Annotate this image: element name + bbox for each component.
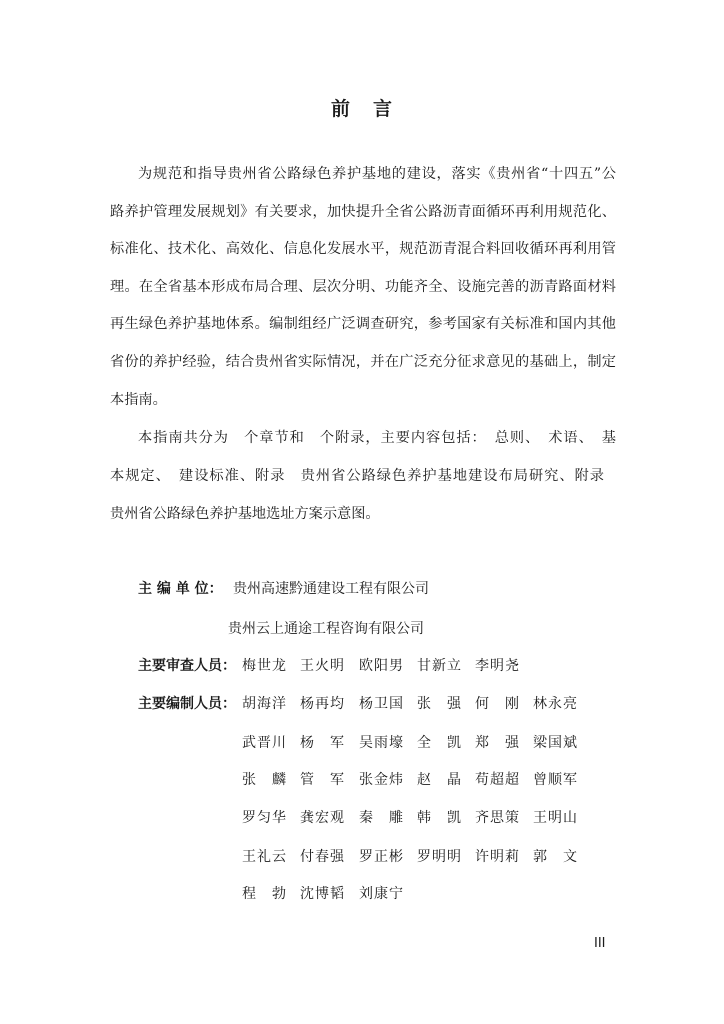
- reviewer-name: 李明尧: [475, 658, 519, 674]
- reviewers-label: 主要审查人员：: [138, 658, 236, 674]
- editor-name: 刘康宁: [359, 886, 403, 902]
- editor-name: 付春强: [300, 849, 344, 865]
- editor-name: 吴雨壕: [359, 735, 403, 751]
- editor-name: 许明莉: [475, 849, 519, 865]
- reviewer-name: 欧阳男: [359, 658, 403, 674]
- page-number: III: [594, 936, 606, 951]
- editor-name: 郑 强: [475, 735, 519, 751]
- contents-line: 本指南共分为 个章节和 个附录，主要内容包括： 总则、 术语、 基: [138, 430, 616, 446]
- editor-name: 赵 晶: [417, 772, 461, 788]
- editor-name: 罗正彬: [359, 849, 403, 865]
- editor-unit-secondary: 贵州云上通途工程咨询有限公司: [228, 621, 424, 637]
- editor-name: 管 军: [300, 772, 344, 788]
- editor-name: 韩 凯: [417, 810, 461, 826]
- reviewer-name: 王火明: [300, 658, 344, 674]
- intro-line: 路养护管理发展规划》有关要求，加快提升全省公路沥青面循环再利用规范化、: [110, 204, 616, 220]
- editor-name: 王明山: [533, 810, 577, 826]
- intro-line: 理。在全省基本形成布局合理、层次分明、功能齐全、设施完善的沥青路面材料: [110, 279, 616, 295]
- intro-line: 标准化、技术化、高效化、信息化发展水平，规范沥青混合料回收循环再利用管: [110, 241, 616, 257]
- editor-name: 梁国斌: [533, 735, 577, 751]
- editor-unit-label: 主 编 单 位：: [138, 581, 223, 597]
- reviewer-name: 梅世龙: [242, 658, 286, 674]
- editor-name: 胡海洋: [242, 696, 286, 712]
- editor-name: 齐思策: [475, 810, 519, 826]
- editor-name: 林永亮: [533, 696, 577, 712]
- editor-name: 何 刚: [475, 696, 519, 712]
- editor-name: 罗明明: [417, 849, 461, 865]
- page-title-char-1: 前: [330, 98, 351, 120]
- editors-label: 主要编制人员：: [138, 696, 236, 712]
- page-title: [0, 94, 724, 121]
- intro-line: 再生绿色养护基地体系。编制组经广泛调查研究，参考国家有关标准和国内其他: [110, 316, 616, 332]
- editor-name: 杨 军: [300, 735, 344, 751]
- page-title-char-2: 言: [373, 98, 394, 120]
- editor-name: 程 勃: [242, 886, 286, 902]
- editor-name: 张金炜: [359, 772, 403, 788]
- editor-name: 张 麟: [242, 772, 286, 788]
- editor-name: 杨卫国: [359, 696, 403, 712]
- contents-line: 贵州省公路绿色养护基地选址方案示意图。: [110, 506, 380, 522]
- intro-line: 省份的养护经验，结合贵州省实际情况，并在广泛充分征求意见的基础上，制定: [110, 354, 616, 370]
- editor-unit-primary: 贵州高速黔通建设工程有限公司: [233, 581, 429, 597]
- editor-name: 龚宏观: [300, 810, 344, 826]
- contents-line: 本规定、 建设标准、附录 贵州省公路绿色养护基地建设布局研究、附录: [110, 468, 604, 484]
- editor-name: 郭 文: [533, 849, 577, 865]
- editor-name: 沈博韬: [300, 886, 344, 902]
- editor-name: 苟超超: [475, 772, 519, 788]
- editor-name: 秦 雕: [359, 810, 403, 826]
- editor-name: 王礼云: [242, 849, 286, 865]
- editor-name: 武晋川: [242, 735, 286, 751]
- editor-name: 张 强: [417, 696, 461, 712]
- editor-name: 曾顺军: [533, 772, 577, 788]
- intro-line: 本指南。: [110, 392, 167, 408]
- editor-name: 杨再均: [300, 696, 344, 712]
- editor-name: 罗匀华: [242, 810, 286, 826]
- editor-name: 全 凯: [417, 735, 461, 751]
- intro-line: 为规范和指导贵州省公路绿色养护基地的建设，落实《贵州省“十四五”公: [138, 166, 616, 182]
- reviewer-name: 甘新立: [417, 658, 461, 674]
